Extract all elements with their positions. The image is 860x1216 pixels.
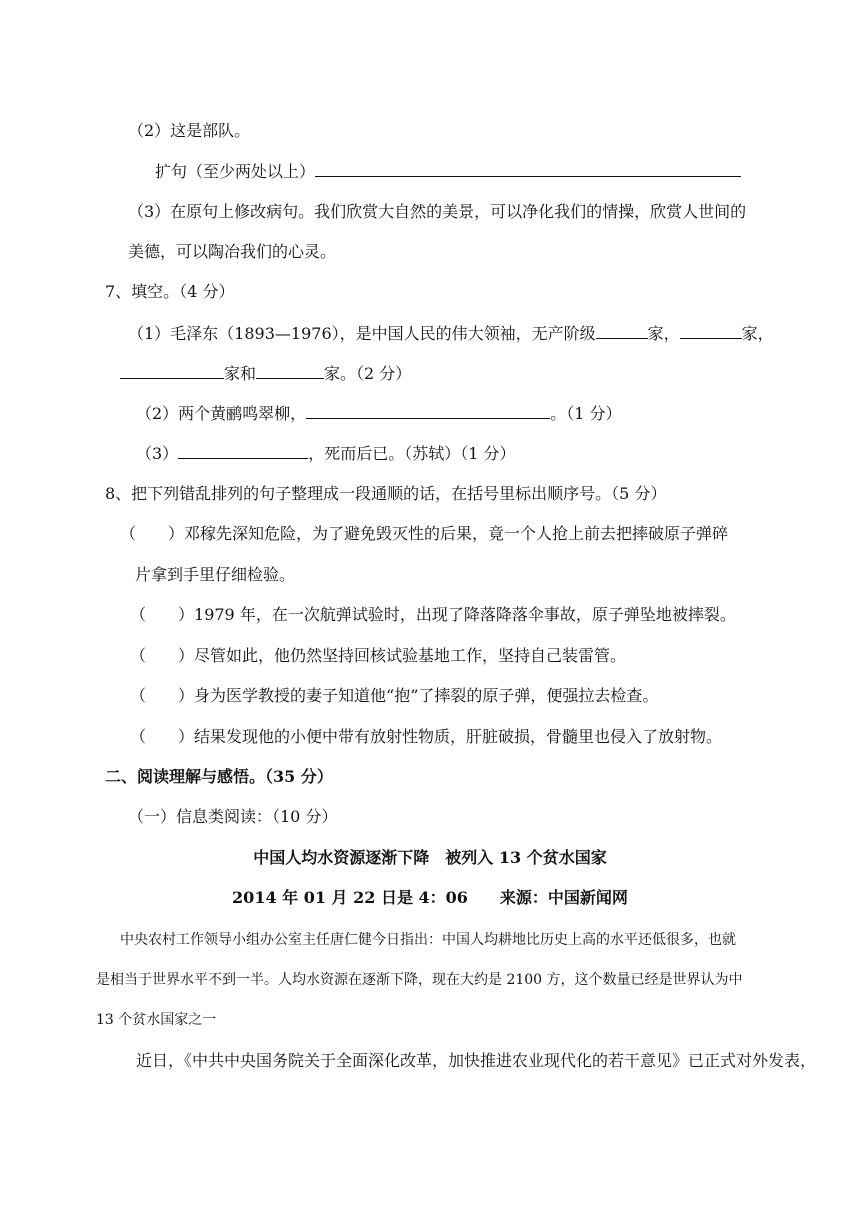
order-paren[interactable]: （ ）	[130, 646, 195, 665]
q7-s3	[136, 442, 515, 465]
q7-s1-line2	[120, 362, 411, 385]
answer-blank[interactable]	[596, 322, 648, 339]
q7-s2	[136, 402, 621, 425]
q8-item-2	[130, 604, 736, 626]
q6-expand-label: 扩句（至少两处以上）	[155, 162, 316, 181]
q8-item-5	[130, 726, 722, 748]
order-paren[interactable]: （ ）	[120, 524, 185, 543]
q8-item-2-text: 1979 年，在一次航弹试验时，出现了降落降落伞事故，原子弹坠地被摔裂。	[194, 605, 736, 624]
q8-item-5-text: 结果发现他的小便中带有放射性物质，肝脏破损，骨髓里也侵入了放射物。	[194, 727, 723, 746]
q6-expand-line	[155, 160, 741, 183]
order-paren[interactable]: （ ）	[130, 605, 195, 624]
answer-blank[interactable]	[178, 442, 308, 459]
q8-item-3-text: 尽管如此，他仍然坚持回核试验基地工作，坚持自己装雷管。	[194, 646, 627, 665]
answer-blank[interactable]	[680, 322, 742, 339]
q8-item-1-line1	[120, 523, 728, 545]
q7-s1-text-b: 家，	[647, 324, 680, 343]
q7-s2-text-a: （2）两个黄鹂鸣翠柳，	[136, 404, 307, 423]
q8-item-3	[130, 645, 626, 667]
q8-item-1-text: 邓稼先深知危险，为了避免毁灭性的后果，竟一个人抢上前去把摔破原子弹碎	[184, 524, 729, 543]
q7-title: 7、填空。（4 分）	[105, 282, 235, 301]
q7-s2-text-b: 。（1 分）	[550, 404, 622, 423]
q8-item-4-text: 身为医学教授的妻子知道他“抱”了摔裂的原子弹，便强拉去检查。	[194, 686, 659, 705]
article-p2-line1: 近日，《中共中央国务院关于全面深化改革，加快推进农业现代化的若干意见》已正式对外发表，	[136, 1051, 817, 1070]
article-p1-line2: 是相当于世界水平不到一半。人均水资源在逐渐下降，现在大约是 2100 方，这个数量已经是世界认为中	[96, 972, 743, 988]
q8-title: 8、把下列错乱排列的句子整理成一段通顺的话，在括号里标出顺序号。（5 分）	[105, 484, 667, 503]
q7-s1-text-a: （1）毛泽东（1893—1976），是中国人民的伟大领袖，无产阶级	[128, 324, 596, 343]
answer-blank[interactable]	[306, 402, 550, 419]
order-paren[interactable]: （ ）	[130, 686, 195, 705]
q7-s1-text-e: 家。（2 分）	[324, 364, 412, 383]
section2-title: 二、阅读理解与感悟。（35 分）	[105, 767, 333, 786]
order-paren[interactable]: （ ）	[130, 727, 195, 746]
answer-blank[interactable]	[256, 362, 324, 379]
q8-item-1-line2: 片拿到手里仔细检验。	[135, 565, 296, 584]
q7-s1-text-c: 家，	[741, 324, 774, 343]
q6-sub3-line1: （3）在原句上修改病句。我们欣赏大自然的美景，可以净化我们的情操，欣赏人世间的	[128, 202, 747, 221]
article-title: 中国人均水资源逐渐下降 被列入 13 个贫水国家	[253, 848, 607, 867]
answer-blank[interactable]	[120, 362, 224, 379]
q7-s3-text-a: （3）	[136, 444, 179, 463]
q6-sub2: （2）这是部队。	[128, 121, 251, 140]
answer-blank[interactable]	[315, 160, 741, 177]
article-meta: 2014 年 01 月 22 日是 4：06 来源：中国新闻网	[232, 888, 628, 907]
q7-s1-line1	[128, 322, 774, 345]
q6-sub3-line2: 美德，可以陶冶我们的心灵。	[128, 242, 337, 261]
q7-s1-text-d: 家和	[224, 364, 257, 383]
article-p1-line3: 13 个贫水国家之一	[96, 1012, 217, 1028]
section2-sub1: （一）信息类阅读：（10 分）	[128, 807, 338, 826]
q7-s3-text-b: ，死而后已。（苏轼）（1 分）	[308, 444, 516, 463]
q8-item-4	[130, 685, 658, 707]
article-p1-line1: 中央农村工作领导小组办公室主任唐仁健今日指出：中国人均耕地比历史上高的水平还低很多，也就	[120, 932, 736, 948]
